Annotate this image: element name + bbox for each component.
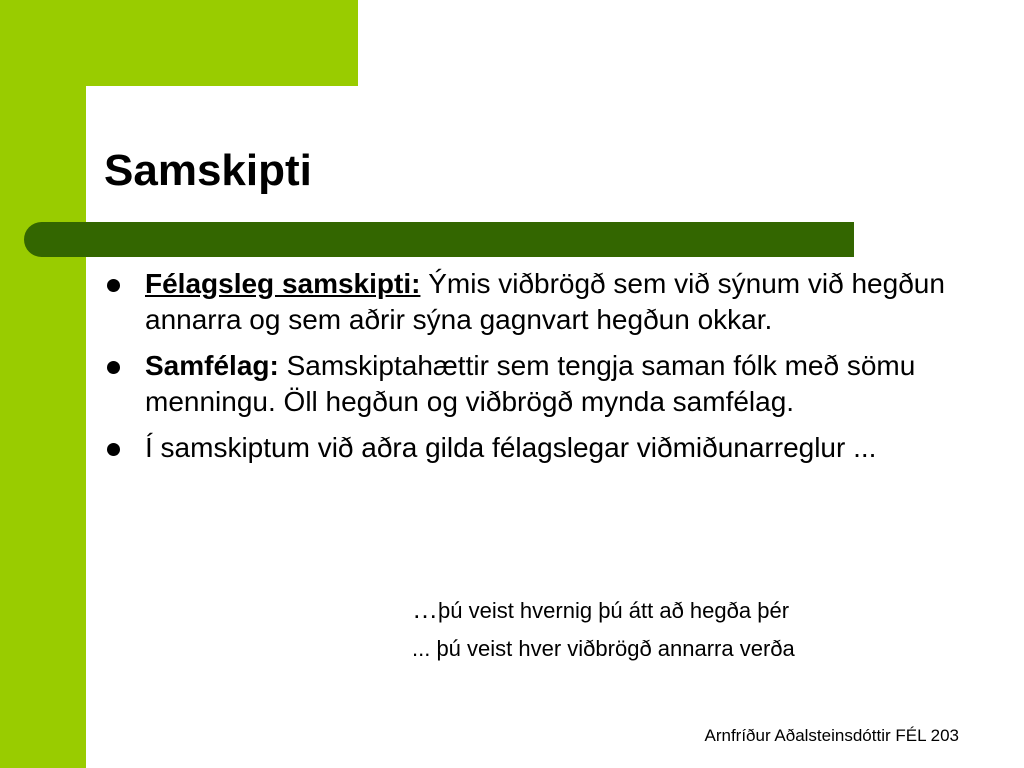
sub-line-lead: …	[412, 594, 438, 624]
bullet-text: Ýmis viðbrögð sem við sýnum við hegðun annarra og sem aðrir sýna gagnvart hegðun okkar.	[145, 268, 945, 335]
bullet-text: Í samskiptum við aðra gilda félagslegar viðmiðunarreglur ...	[145, 432, 877, 463]
bullet-item	[104, 430, 954, 466]
content-corner	[86, 86, 146, 146]
bullet-term: Samfélag:	[145, 350, 279, 381]
slide-footer: Arnfríður Aðalsteinsdóttir FÉL 203	[704, 726, 959, 745]
sub-line-text: þú veist hvernig þú átt að hegða þér	[438, 598, 790, 623]
bullet-item	[104, 348, 954, 420]
sub-line	[412, 630, 795, 668]
bullet-dot-icon	[107, 279, 120, 292]
bullet-item	[104, 266, 954, 338]
bullet-term: Félagsleg samskipti:	[145, 268, 421, 299]
bullet-text: Samskiptahættir sem tengja saman fólk með sömu menningu. Öll hegðun og viðbrögð mynda samfélag.	[145, 350, 916, 417]
bullet-list	[104, 266, 954, 476]
accent-top-bar	[0, 0, 358, 86]
sub-line-list	[412, 590, 795, 668]
sub-line	[412, 590, 795, 630]
title-divider-bar	[24, 222, 854, 257]
bullet-dot-icon	[107, 361, 120, 374]
slide-title: Samskipti	[104, 146, 312, 195]
sub-line-text: ... þú veist hver viðbrögð annarra verða	[412, 636, 795, 661]
accent-left-bar	[0, 0, 86, 768]
bullet-dot-icon	[107, 443, 120, 456]
